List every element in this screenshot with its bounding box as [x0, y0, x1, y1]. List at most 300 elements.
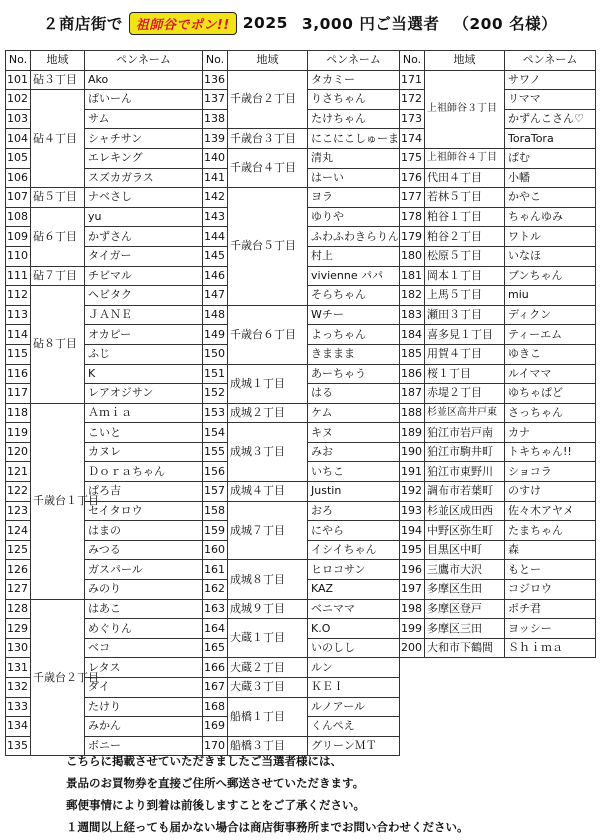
entry-number: 116	[6, 364, 31, 384]
entry-number: 140	[203, 148, 228, 168]
entry-number: 141	[203, 168, 228, 188]
entry-number: 162	[203, 580, 228, 600]
table-row	[400, 266, 596, 286]
penname-cell: かずんこさん♡	[505, 109, 596, 129]
entry-number: 115	[6, 344, 31, 364]
table-row	[203, 658, 400, 678]
entry-number: 196	[400, 560, 425, 580]
penname-cell: はる	[308, 384, 400, 404]
area-cell: 船橋１丁目	[228, 697, 308, 736]
penname-cell: ゆりや	[308, 207, 400, 227]
entry-number: 188	[400, 403, 425, 423]
entry-number: 199	[400, 619, 425, 639]
table-row	[6, 266, 203, 286]
entry-number: 186	[400, 364, 425, 384]
entry-number: 126	[6, 560, 31, 580]
entry-number: 135	[6, 736, 31, 756]
entry-number: 191	[400, 462, 425, 482]
area-cell: 用賀４丁目	[425, 344, 505, 364]
area-cell: 砧８丁目	[31, 286, 85, 404]
entry-number: 103	[6, 109, 31, 129]
entry-number: 187	[400, 384, 425, 404]
penname-cell: vivienne パパ	[308, 266, 400, 286]
area-cell: 大蔵１丁目	[228, 619, 308, 658]
entry-number: 178	[400, 207, 425, 227]
entry-number: 144	[203, 227, 228, 247]
area-cell: 千歳台１丁目	[31, 403, 85, 599]
header-penname: ペンネーム	[308, 51, 400, 71]
entry-number: 155	[203, 442, 228, 462]
table-row	[203, 599, 400, 619]
area-cell: 上馬５丁目	[425, 286, 505, 306]
entry-number: 150	[203, 344, 228, 364]
penname-cell: サム	[85, 109, 203, 129]
header-area: 地域	[228, 51, 308, 71]
penname-cell: ルノアール	[308, 697, 400, 717]
table-row	[203, 501, 400, 521]
area-cell: 上祖師谷３丁目	[425, 70, 505, 148]
area-cell: 喜多見１丁目	[425, 325, 505, 345]
area-cell: 大和市下鶴間	[425, 638, 505, 658]
penname-cell: チビマル	[85, 266, 203, 286]
entry-number: 149	[203, 325, 228, 345]
penname-cell: ベニママ	[308, 599, 400, 619]
area-cell: 砧４丁目	[31, 90, 85, 188]
penname-cell: いなほ	[505, 246, 596, 266]
entry-number: 159	[203, 521, 228, 541]
penname-cell: ショコラ	[505, 462, 596, 482]
entry-number: 161	[203, 560, 228, 580]
penname-cell: オカピー	[85, 325, 203, 345]
area-cell: 成城１丁目	[228, 364, 308, 403]
entry-number: 145	[203, 246, 228, 266]
title-year: 2025	[242, 14, 288, 32]
table-row	[6, 90, 203, 110]
penname-cell: たまちゃん	[505, 521, 596, 541]
penname-cell: みつる	[85, 540, 203, 560]
entry-number: 148	[203, 305, 228, 325]
penname-cell: ToraTora	[505, 129, 596, 149]
entry-number: 193	[400, 501, 425, 521]
area-cell: 砧７丁目	[31, 266, 85, 286]
table-row	[400, 207, 596, 227]
entry-number: 113	[6, 305, 31, 325]
entry-number: 127	[6, 580, 31, 600]
area-cell: 上祖師谷４丁目	[425, 148, 505, 168]
table-row	[400, 364, 596, 384]
entry-number: 181	[400, 266, 425, 286]
area-cell: 砧３丁目	[31, 70, 85, 90]
entry-number: 173	[400, 109, 425, 129]
entry-number: 130	[6, 638, 31, 658]
penname-cell: はあこ	[85, 599, 203, 619]
area-cell: 千歳台６丁目	[228, 305, 308, 364]
table-row	[400, 168, 596, 188]
entry-number: 185	[400, 344, 425, 364]
table-row	[400, 344, 596, 364]
penname-cell: いのしし	[308, 638, 400, 658]
entry-number: 182	[400, 286, 425, 306]
title-count: （200 名様）	[453, 15, 558, 33]
penname-cell: レタス	[85, 658, 203, 678]
entry-number: 122	[6, 482, 31, 502]
penname-cell: イシイちゃん	[308, 540, 400, 560]
entry-number: 134	[6, 717, 31, 737]
entry-number: 167	[203, 678, 228, 698]
penname-cell: たけり	[85, 697, 203, 717]
entry-number: 154	[203, 423, 228, 443]
area-cell: 船橋３丁目	[228, 736, 308, 756]
winners-table-1	[5, 50, 203, 756]
entry-number: 197	[400, 580, 425, 600]
penname-cell: カヌレ	[85, 442, 203, 462]
penname-cell: リママ	[505, 90, 596, 110]
penname-cell: おろ	[308, 501, 400, 521]
table-row	[400, 188, 596, 208]
table-row	[400, 70, 596, 90]
area-cell: 中野区弥生町	[425, 521, 505, 541]
table-row	[400, 423, 596, 443]
penname-cell: みお	[308, 442, 400, 462]
area-cell: 大蔵２丁目	[228, 658, 308, 678]
entry-number: 192	[400, 482, 425, 502]
penname-cell: ケム	[308, 403, 400, 423]
table-row	[203, 678, 400, 698]
table-row	[203, 697, 400, 717]
notes-block	[66, 750, 469, 838]
area-cell: 粕谷１丁目	[425, 207, 505, 227]
area-cell: 千歳台２丁目	[31, 599, 85, 756]
area-cell: 成城７丁目	[228, 501, 308, 560]
penname-cell: KAZ	[308, 580, 400, 600]
entry-number: 118	[6, 403, 31, 423]
area-cell: 成城４丁目	[228, 482, 308, 502]
penname-cell: ヒロコサン	[308, 560, 400, 580]
table-row	[400, 540, 596, 560]
campaign-logo-badge: 祖師谷でポン!!	[129, 12, 237, 35]
table-row	[400, 638, 596, 658]
area-cell: 大蔵３丁目	[228, 678, 308, 698]
table-row	[400, 501, 596, 521]
entry-number: 200	[400, 638, 425, 658]
area-cell: 成城８丁目	[228, 560, 308, 599]
table-header-row	[400, 51, 596, 71]
penname-cell: Wチー	[308, 305, 400, 325]
area-cell: 千歳台５丁目	[228, 188, 308, 306]
penname-cell: りさちゃん	[308, 90, 400, 110]
area-cell: 砧６丁目	[31, 207, 85, 266]
entry-number: 151	[203, 364, 228, 384]
penname-cell: ルイママ	[505, 364, 596, 384]
entry-number: 160	[203, 540, 228, 560]
note-line: こちらに掲載させていただきましたご当選者様には、	[66, 754, 342, 768]
penname-cell: K	[85, 364, 203, 384]
penname-cell: にやら	[308, 521, 400, 541]
table-row	[400, 305, 596, 325]
entry-number: 129	[6, 619, 31, 639]
entry-number: 176	[400, 168, 425, 188]
penname-cell: ぱろ吉	[85, 482, 203, 502]
entry-number: 164	[203, 619, 228, 639]
entry-number: 110	[6, 246, 31, 266]
table-row	[400, 148, 596, 168]
area-cell: 狛江市東野川	[425, 462, 505, 482]
penname-cell: ぱいーん	[85, 90, 203, 110]
area-cell: 狛江市駒井町	[425, 442, 505, 462]
penname-cell: ふじ	[85, 344, 203, 364]
note-line: 景品のお買物券を直接ご住所へ郵送させていただきます。	[66, 776, 365, 790]
table-row	[203, 619, 400, 639]
penname-cell: はーい	[308, 168, 400, 188]
penname-cell: Ｓｈｉｍａ	[505, 638, 596, 658]
penname-cell: そらちゃん	[308, 286, 400, 306]
penname-cell: 森	[505, 540, 596, 560]
penname-cell: ヨラ	[308, 188, 400, 208]
table-row	[400, 619, 596, 639]
area-cell: 杉並区成田西	[425, 501, 505, 521]
note-line: 郵便事情により到着は前後しますことをご了承ください。	[66, 798, 365, 812]
penname-cell: ポチ君	[505, 599, 596, 619]
penname-cell: yu	[85, 207, 203, 227]
table-row	[203, 70, 400, 90]
header-no: No.	[203, 51, 228, 71]
table-row	[203, 423, 400, 443]
penname-cell: さっちゃん	[505, 403, 596, 423]
entry-number: 119	[6, 423, 31, 443]
entry-number: 174	[400, 129, 425, 149]
entry-number: 163	[203, 599, 228, 619]
penname-cell: ヨッシー	[505, 619, 596, 639]
area-cell: 松原５丁目	[425, 246, 505, 266]
table-row	[6, 70, 203, 90]
entry-number: 175	[400, 148, 425, 168]
penname-cell: にこにこしゅーま	[308, 129, 400, 149]
entry-number: 158	[203, 501, 228, 521]
table-row	[400, 384, 596, 404]
penname-cell: シャチサン	[85, 129, 203, 149]
area-cell: 若林５丁目	[425, 188, 505, 208]
penname-cell: ＪＡＮＥ	[85, 305, 203, 325]
entry-number: 183	[400, 305, 425, 325]
entry-number: 165	[203, 638, 228, 658]
penname-cell: ナベさし	[85, 188, 203, 208]
table-header-row	[203, 51, 400, 71]
penname-cell: Ａｍｉａ	[85, 403, 203, 423]
table-row	[400, 442, 596, 462]
table-row	[400, 286, 596, 306]
area-cell: 多摩区登戸	[425, 599, 505, 619]
winners-table-3	[399, 50, 596, 658]
penname-cell: Justin	[308, 482, 400, 502]
table-row	[203, 129, 400, 149]
table-row	[203, 560, 400, 580]
penname-cell: サワノ	[505, 70, 596, 90]
area-cell: 杉並区高井戸東	[425, 403, 505, 423]
penname-cell: ブンちゃん	[505, 266, 596, 286]
table-header-row	[6, 51, 203, 71]
penname-cell: めぐりん	[85, 619, 203, 639]
area-cell: 成城３丁目	[228, 423, 308, 482]
entry-number: 104	[6, 129, 31, 149]
area-cell: 多摩区三田	[425, 619, 505, 639]
entry-number: 139	[203, 129, 228, 149]
area-cell: 千歳台４丁目	[228, 148, 308, 187]
penname-cell: ＫＥＩ	[308, 678, 400, 698]
table-row	[6, 188, 203, 208]
table-row	[203, 188, 400, 208]
area-cell: 千歳台２丁目	[228, 70, 308, 129]
area-cell: 桜１丁目	[425, 364, 505, 384]
area-cell: 赤堤２丁目	[425, 384, 505, 404]
entry-number: 117	[6, 384, 31, 404]
penname-cell: もとー	[505, 560, 596, 580]
entry-number: 133	[6, 697, 31, 717]
note-line: １週間以上経っても届かない場合は商店街事務所までお問い合わせください。	[66, 820, 469, 834]
entry-number: 179	[400, 227, 425, 247]
entry-number: 157	[203, 482, 228, 502]
entry-number: 152	[203, 384, 228, 404]
area-cell: 成城９丁目	[228, 599, 308, 619]
entry-number: 114	[6, 325, 31, 345]
title-prize: 3,000 円ご当選者	[301, 15, 440, 33]
area-cell: 目黒区中町	[425, 540, 505, 560]
entry-number: 166	[203, 658, 228, 678]
entry-number: 195	[400, 540, 425, 560]
penname-cell: ゆちゃぱど	[505, 384, 596, 404]
area-cell: 成城２丁目	[228, 403, 308, 423]
table-row	[203, 482, 400, 502]
penname-cell: スズカガラス	[85, 168, 203, 188]
penname-cell: かやこ	[505, 188, 596, 208]
penname-cell: 小幡	[505, 168, 596, 188]
header-area: 地域	[31, 51, 85, 71]
header-no: No.	[400, 51, 425, 71]
penname-cell: ガスパール	[85, 560, 203, 580]
penname-cell: K.O	[308, 619, 400, 639]
entry-number: 109	[6, 227, 31, 247]
title-prefix: ２商店街で	[42, 15, 123, 33]
table-row	[400, 580, 596, 600]
penname-cell: よっちゃん	[308, 325, 400, 345]
penname-cell: カナ	[505, 423, 596, 443]
penname-cell: ふわふわきらりん	[308, 227, 400, 247]
entry-number: 128	[6, 599, 31, 619]
penname-cell: かずさん	[85, 227, 203, 247]
entry-number: 190	[400, 442, 425, 462]
table-row	[400, 599, 596, 619]
penname-cell: きままま	[308, 344, 400, 364]
penname-cell: ぱむ	[505, 148, 596, 168]
penname-cell: はまの	[85, 521, 203, 541]
table-row	[400, 246, 596, 266]
entry-number: 153	[203, 403, 228, 423]
header-penname: ペンネーム	[505, 51, 596, 71]
area-cell: 砧５丁目	[31, 188, 85, 208]
penname-cell: こいと	[85, 423, 203, 443]
penname-cell: のすけ	[505, 482, 596, 502]
penname-cell: ベコ	[85, 638, 203, 658]
penname-cell: ワトル	[505, 227, 596, 247]
entry-number: 108	[6, 207, 31, 227]
table-row	[400, 325, 596, 345]
entry-number: 131	[6, 658, 31, 678]
entry-number: 194	[400, 521, 425, 541]
area-cell: 岡本１丁目	[425, 266, 505, 286]
entry-number: 105	[6, 148, 31, 168]
penname-cell: ティーエム	[505, 325, 596, 345]
table-row	[6, 403, 203, 423]
entry-number: 189	[400, 423, 425, 443]
table-row	[400, 482, 596, 502]
entry-number: 102	[6, 90, 31, 110]
table-row	[6, 286, 203, 306]
area-cell: 調布市若葉町	[425, 482, 505, 502]
entry-number: 107	[6, 188, 31, 208]
entry-number: 147	[203, 286, 228, 306]
entry-number: 171	[400, 70, 425, 90]
winners-table-2	[202, 50, 400, 756]
penname-cell: レアオジサン	[85, 384, 203, 404]
header-penname: ペンネーム	[85, 51, 203, 71]
entry-number: 138	[203, 109, 228, 129]
area-cell: 千歳台３丁目	[228, 129, 308, 149]
table-row	[400, 521, 596, 541]
header-no: No.	[6, 51, 31, 71]
entry-number: 111	[6, 266, 31, 286]
penname-cell: セイタロウ	[85, 501, 203, 521]
penname-cell: ダイ	[85, 678, 203, 698]
entry-number: 137	[203, 90, 228, 110]
page-title	[0, 0, 600, 46]
penname-cell: ヘビタク	[85, 286, 203, 306]
table-row	[203, 148, 400, 168]
entry-number: 125	[6, 540, 31, 560]
penname-cell: コジロウ	[505, 580, 596, 600]
penname-cell: ボニー	[85, 736, 203, 756]
entry-number: 106	[6, 168, 31, 188]
entry-number: 146	[203, 266, 228, 286]
table-row	[6, 599, 203, 619]
table-row	[203, 305, 400, 325]
entry-number: 180	[400, 246, 425, 266]
entry-number: 168	[203, 697, 228, 717]
entry-number: 136	[203, 70, 228, 90]
penname-cell: Ako	[85, 70, 203, 90]
table-row	[203, 364, 400, 384]
penname-cell: ゆきこ	[505, 344, 596, 364]
penname-cell: タイガー	[85, 246, 203, 266]
area-cell: 狛江市岩戸南	[425, 423, 505, 443]
penname-cell: いちこ	[308, 462, 400, 482]
penname-cell: みかん	[85, 717, 203, 737]
entry-number: 177	[400, 188, 425, 208]
penname-cell: くんぺえ	[308, 717, 400, 737]
header-area: 地域	[425, 51, 505, 71]
entry-number: 169	[203, 717, 228, 737]
penname-cell: ディクン	[505, 305, 596, 325]
entry-number: 123	[6, 501, 31, 521]
area-cell: 代田４丁目	[425, 168, 505, 188]
penname-cell: タカミー	[308, 70, 400, 90]
table-row	[400, 560, 596, 580]
entry-number: 142	[203, 188, 228, 208]
table-row	[203, 403, 400, 423]
penname-cell: 村上	[308, 246, 400, 266]
penname-cell: ルン	[308, 658, 400, 678]
penname-cell: あーちゃう	[308, 364, 400, 384]
area-cell: 粕谷２丁目	[425, 227, 505, 247]
penname-cell: 清丸	[308, 148, 400, 168]
